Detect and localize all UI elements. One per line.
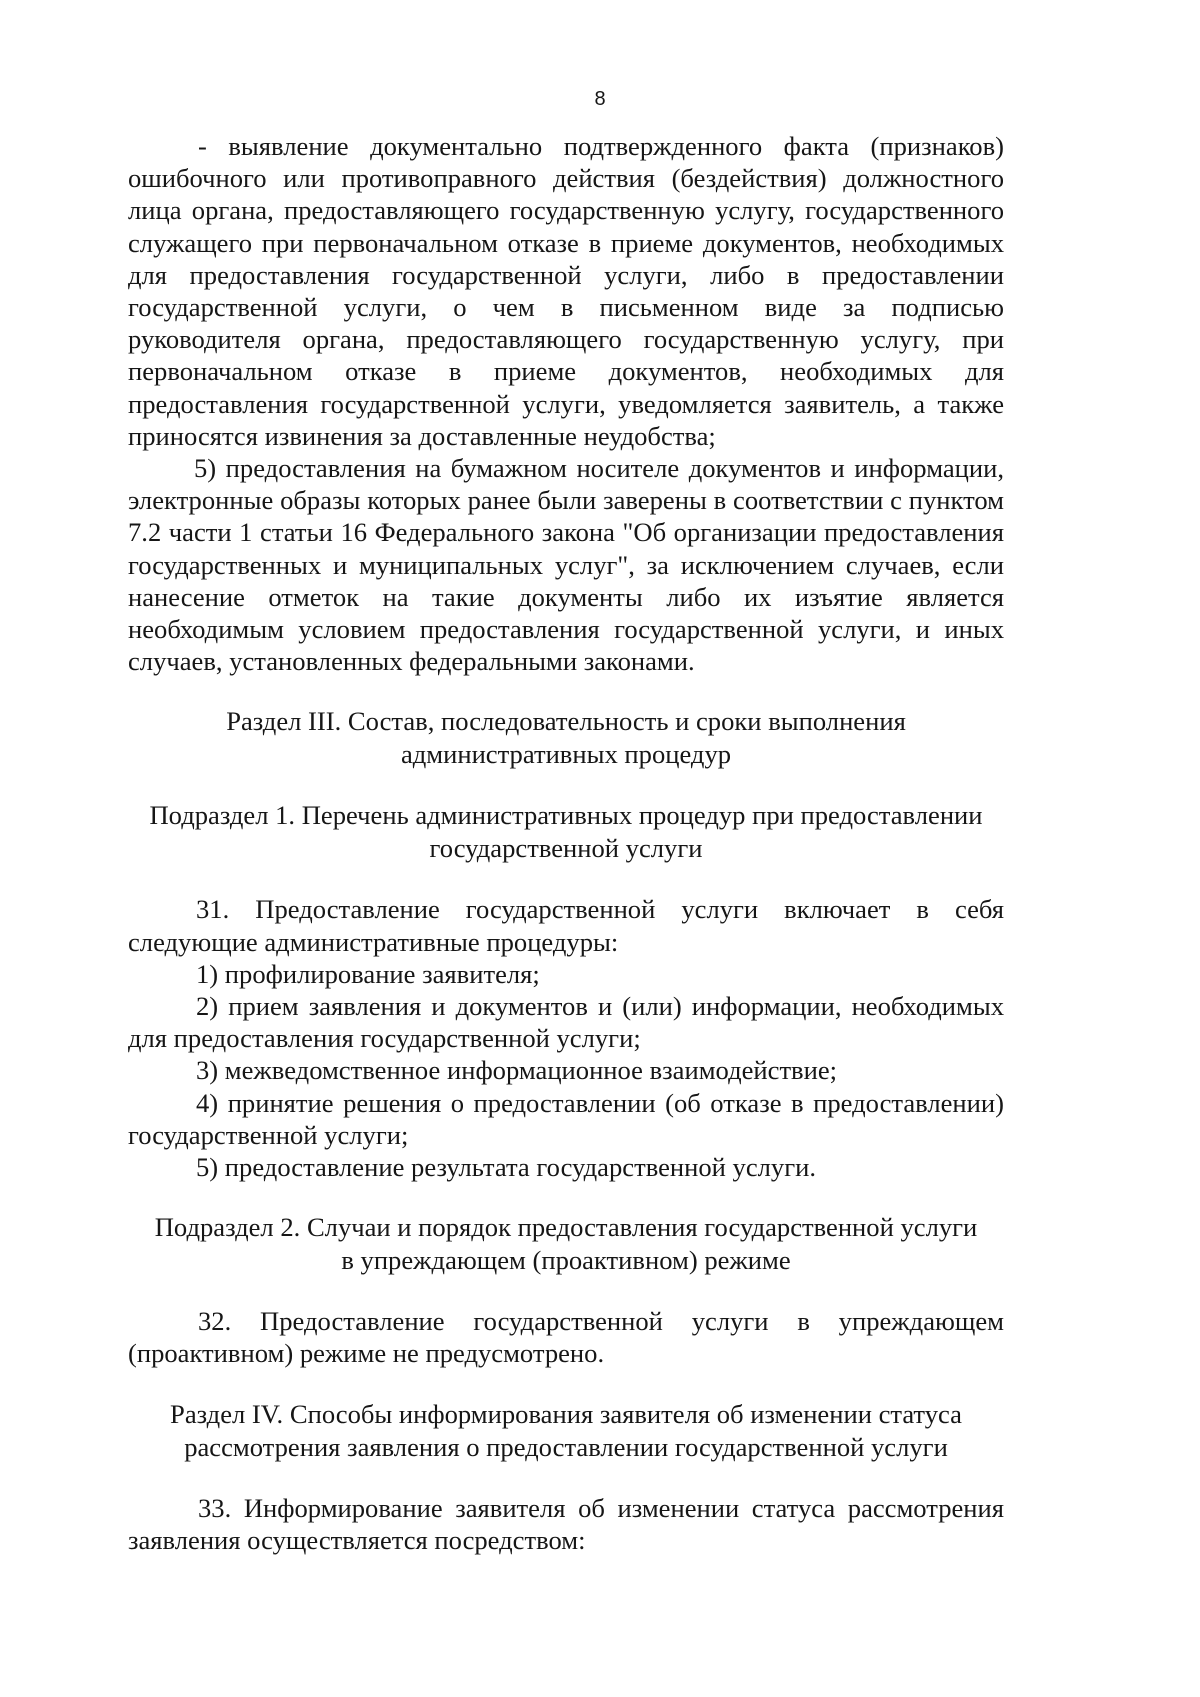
paragraph-item-5: 5) предоставления на бумажном носителе документов и информации, электронные образы которых ранее были заверены в соответствии с пунктом 7.2 части 1 статьи 16 Федерального закона "Об организации предоставления государственных и муниципальных услуг", за исключением случаев, если нанесение отметок на такие документы либо их изъятие является необходимым условием предоставления государственной услуги, и иных случаев, установленных федеральными законами. — [128, 453, 1004, 677]
section-4-heading-line-2: рассмотрения заявления о предоставлении государственной услуги — [184, 1431, 948, 1462]
paragraph-33: 33. Информирование заявителя об изменении статуса рассмотрения заявления осуществляется посредством: — [128, 1492, 1004, 1555]
list-item: 3) межведомственное информационное взаимодействие; — [196, 1055, 838, 1086]
subsection-2-heading-line-2: в упреждающем (проактивном) режиме — [341, 1245, 791, 1276]
section-3-heading-line-1: Раздел III. Состав, последовательность и сроки выполнения — [226, 706, 906, 737]
list-item: 1) профилирование заявителя; — [196, 958, 540, 989]
list-item: 4) принятие решения о предоставлении (об отказе в предоставлении) государственной услуги; — [128, 1087, 1004, 1150]
subsection-1-heading — [128, 799, 1004, 865]
list-item: 5) предоставление результата государственной услуги. — [196, 1152, 817, 1183]
section-3-heading-line-2: административных процедур — [400, 739, 732, 770]
section-4-heading — [128, 1398, 1004, 1464]
list-item: 2) прием заявления и документов и (или) информации, необходимых для предоставления государственной услуги; — [128, 991, 1004, 1054]
paragraph-error-item: - выявление документально подтвержденного факта (признаков) ошибочного или противоправного действия (бездействия) должностного лица органа, предоставляющего государственную услугу, государственного служащего при первоначальном отказе в приеме документов, необходимых для предоставления государственной услуги, либо в предоставлении государственной услуги, о чем в письменном виде за подписью руководителя органа, предоставляющего государственную услугу, при первоначальном отказе в приеме документов, необходимых для предоставления государственной услуги, уведомляется заявитель, а также приносятся извинения за доставленные неудобства; — [128, 131, 1004, 451]
subsection-2-heading-line-1: Подраздел 2. Случаи и порядок предоставления государственной услуги — [154, 1212, 978, 1243]
paragraph-31-intro: 31. Предоставление государственной услуги включает в себя следующие административные процедуры: — [128, 894, 1004, 957]
section-4-heading-line-1: Раздел IV. Способы информирования заявителя об изменении статуса — [170, 1398, 962, 1429]
subsection-2-heading — [128, 1211, 1004, 1277]
subsection-1-heading-line-2: государственной услуги — [429, 833, 703, 864]
paragraph-32: 32. Предоставление государственной услуги в упреждающем (проактивном) режиме не предусмотрено. — [128, 1306, 1004, 1369]
paragraph-31-block — [128, 893, 1004, 1183]
page-number: 8 — [594, 88, 606, 110]
subsection-1-heading-line-1: Подраздел 1. Перечень административных процедур при предоставлении — [149, 800, 983, 831]
section-3-heading — [128, 705, 1004, 771]
document-body — [128, 130, 1004, 1556]
